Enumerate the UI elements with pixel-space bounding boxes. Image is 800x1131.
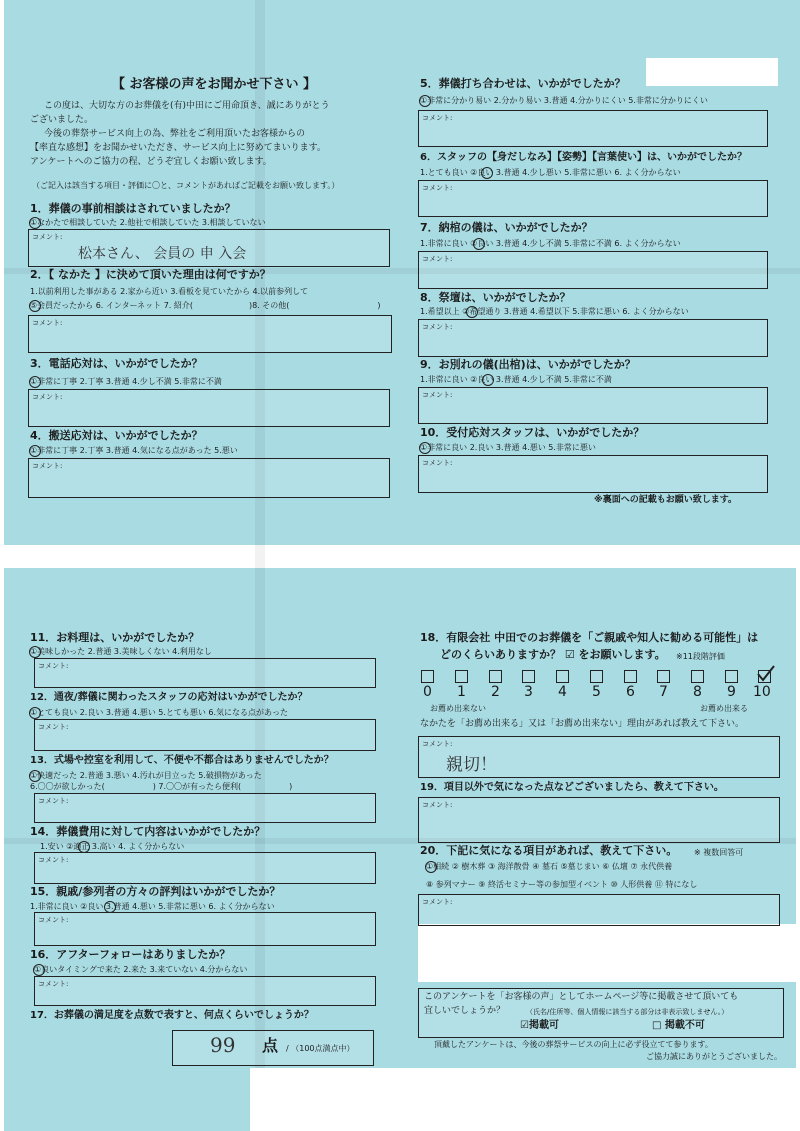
q9-title: 9．お別れの儀(出棺)は、いかがでしたか？ xyxy=(420,358,636,371)
q9-comment-box[interactable] xyxy=(418,387,768,424)
q2-options: ⑤会員だったから 6. インターネット 7. 紹介( )8. その他( ) xyxy=(30,301,381,310)
comment-label: コメント: xyxy=(422,255,453,263)
q4-comment-box[interactable] xyxy=(28,458,390,498)
answer-circle xyxy=(29,445,41,457)
scale-number: 10 xyxy=(753,684,771,700)
footer-text: ご協力誠にありがとうございました。 xyxy=(646,1052,782,1061)
q10-comment-box[interactable] xyxy=(418,455,768,493)
q6-options: 1.とても良い ②良い 3.普通 4.少し悪い 5.非常に悪い 6. よく分からない xyxy=(420,168,681,177)
q3-title: 3．電話応対は、いかがでしたか？ xyxy=(30,357,203,370)
q12-title: 12．通夜/葬儀に関わったスタッフの応対はいかがでしたか？ xyxy=(30,692,308,703)
q7-comment-box[interactable] xyxy=(418,251,768,289)
scale-low-label: お薦め出来ない xyxy=(430,704,486,713)
q19-title: 19．項目以外で気になった点などございましたら、教えて下さい。 xyxy=(420,782,724,793)
answer-circle xyxy=(29,217,41,229)
answer-circle xyxy=(78,841,90,853)
checkmark-icon xyxy=(755,664,777,684)
scale-checkbox-6[interactable] xyxy=(624,670,637,683)
comment-label: コメント: xyxy=(422,391,453,399)
comment-label: コメント: xyxy=(422,184,453,192)
q4-options: ①非常に丁寧 2.丁寧 3.普通 4.気になる点があった 5.悪い xyxy=(30,446,238,455)
q8-title: 8．祭壇は、いかがでしたか？ xyxy=(420,291,571,304)
scale-checkbox-3[interactable] xyxy=(522,670,535,683)
q6-title: 6．スタッフの【身だしなみ】【姿勢】【言葉使い】は、いかがでしたか？ xyxy=(420,152,747,163)
q16-title: 16．アフターフォローはありましたか？ xyxy=(30,948,231,961)
q18-title: 18．有限会社 中田でのお葬儀を「ご親戚や知人に勧める可能性」は xyxy=(420,631,759,644)
q17-unit: 点 xyxy=(262,1036,279,1055)
q5-options: ①非常に分かり易い 2.分かり易い 3.普通 4.分かりにくい 5.非常に分かりにくい xyxy=(420,96,708,105)
q14-title: 14．葬儀費用に対して内容はいかがでしたか？ xyxy=(30,825,266,838)
scale-high-label: お薦め出来る xyxy=(700,704,748,713)
scale-checkbox-5[interactable] xyxy=(590,670,603,683)
comment-label: コメント: xyxy=(422,898,453,906)
answer-circle xyxy=(29,646,41,658)
q11-title: 11．お料理は、いかがでしたか？ xyxy=(30,631,200,644)
q9-options: 1.非常に良い ②良い 3.普通 4.少し不満 5.非常に不満 xyxy=(420,375,612,384)
q5-title: 5．葬儀打ち合わせは、いかがでしたか？ xyxy=(420,77,626,90)
q14-options: 1.安い ②適正 3.高い 4. よく分からない xyxy=(40,842,185,851)
scale-number: 6 xyxy=(626,684,635,700)
answer-circle xyxy=(29,770,41,782)
survey-title: 【 お客様の声をお聞かせ下さい 】 xyxy=(112,77,317,92)
answer-circle xyxy=(33,964,45,976)
answer-circle xyxy=(29,707,41,719)
q20-comment-box[interactable] xyxy=(418,894,780,926)
q17-suffix: / （100点満点中） xyxy=(286,1044,355,1053)
answer-circle xyxy=(425,861,437,873)
scale-number: 0 xyxy=(423,684,432,700)
scale-number: 1 xyxy=(457,684,466,700)
redaction-box xyxy=(646,58,778,86)
q16-comment-box[interactable] xyxy=(34,976,376,1006)
q11-options: ①美味しかった 2.普通 3.美味しくない 4.利用なし xyxy=(30,647,212,656)
q20-options: ⑧ 参列マナー ⑨ 終活セミナー等の参加型イベント ⑩ 人形供養 ⑪ 特になし xyxy=(426,880,698,889)
q18-subtitle: どのくらいありますか？ ☑ をお願いします。 xyxy=(440,648,666,661)
redaction-box xyxy=(250,1068,800,1131)
q17-handwritten-score: 99 xyxy=(210,1033,236,1057)
comment-label: コメント: xyxy=(32,233,63,241)
consent-ok-option[interactable]: ☑掲載可 xyxy=(520,1020,559,1031)
comment-label: コメント: xyxy=(32,319,63,327)
q10-options: ①非常に良い 2.良い 3.普通 4.悪い 5.非常に悪い xyxy=(420,443,596,452)
q4-title: 4．搬送応対は、いかがでしたか？ xyxy=(30,429,203,442)
answer-circle xyxy=(104,901,116,913)
comment-label: コメント: xyxy=(38,797,69,805)
comment-label: コメント: xyxy=(32,393,63,401)
q16-options: ①良いタイミングで来た 2.来た 3.来ていない 4.分からない xyxy=(34,965,248,974)
comment-label: コメント: xyxy=(38,980,69,988)
scale-checkbox-2[interactable] xyxy=(489,670,502,683)
q17-title: 17．お葬儀の満足度を点数で表すと、何点くらいでしょうか？ xyxy=(30,1010,314,1021)
consent-ng-option[interactable]: □ 掲載不可 xyxy=(652,1020,705,1031)
q18-handwritten-comment: 親切！ xyxy=(446,755,497,775)
back-side-note: ※裏面への記載もお願い致します。 xyxy=(594,495,738,505)
scale-checkbox-0[interactable] xyxy=(421,670,434,683)
redaction-box xyxy=(418,924,800,982)
scale-number: 7 xyxy=(659,684,668,700)
q13-comment-box[interactable] xyxy=(34,793,376,823)
q12-comment-box[interactable] xyxy=(34,719,376,751)
q8-options: 1.希望以上 ②希望通り 3.普通 4.希望以下 5.非常に悪い 6. よく分からない xyxy=(420,307,689,316)
q1-title: 1．葬儀の事前相談はされていましたか？ xyxy=(30,202,236,215)
intro-line: アンケートへのご協力の程、どうぞ宜しくお願い致します。 xyxy=(30,157,272,167)
answer-circle xyxy=(29,300,41,312)
q14-comment-box[interactable] xyxy=(34,852,376,884)
comment-label: コメント: xyxy=(38,916,69,924)
q7-title: 7．納棺の儀は、いかがでしたか？ xyxy=(420,221,593,234)
comment-label: コメント: xyxy=(422,459,453,467)
q2-title: 2．【 なかた 】に決めて頂いた理由は何ですか？ xyxy=(30,268,271,281)
answer-circle xyxy=(419,95,431,107)
scale-checkbox-7[interactable] xyxy=(657,670,670,683)
comment-label: コメント: xyxy=(422,323,453,331)
scale-number: 5 xyxy=(592,684,601,700)
scale-checkbox-4[interactable] xyxy=(556,670,569,683)
answer-circle xyxy=(466,306,478,318)
q5-comment-box[interactable] xyxy=(418,110,768,147)
q19-comment-box[interactable] xyxy=(418,797,780,843)
scale-number: 3 xyxy=(524,684,533,700)
q3-options: ①非常に丁寧 2.丁寧 3.普通 4.少し不満 5.非常に不満 xyxy=(30,377,222,386)
consent-note: （氏名/住所等、個人情報に該当する部分は非表示致しません。） xyxy=(526,1008,729,1016)
q12-options: ①とても良い 2.良い 3.普通 4.悪い 5.とても悪い 6.気になる点があった xyxy=(30,708,288,717)
comment-label: コメント: xyxy=(422,114,453,122)
answer-circle xyxy=(482,374,494,386)
scale-number: 9 xyxy=(727,684,736,700)
comment-label: コメント: xyxy=(32,462,63,470)
intro-line: 今後の葬祭サービス向上の為、弊社をご利用頂いたお客様からの xyxy=(44,129,306,139)
comment-label: コメント: xyxy=(38,723,69,731)
q8-comment-box[interactable] xyxy=(418,319,768,357)
comment-label: コメント: xyxy=(422,801,453,809)
footer-text: 頂戴したアンケートは、今後の葬祭サービスの向上に必ず役立てて参ります。 xyxy=(434,1040,713,1049)
answer-circle xyxy=(419,442,431,454)
comment-label: コメント: xyxy=(422,740,453,748)
intro-line: ございました。 xyxy=(30,115,94,125)
q1-options: ①なかたで相談していた 2.他社で相談していた 3.相談していない xyxy=(30,218,266,227)
q15-title: 15．親戚/参列者の方々の評判はいかがでしたか？ xyxy=(30,885,281,898)
answer-circle xyxy=(473,238,485,250)
q20-title: 20．下記に気になる項目があれば、教えて下さい。 xyxy=(420,844,678,857)
scale-checkbox-1[interactable] xyxy=(455,670,468,683)
q15-comment-box[interactable] xyxy=(34,912,376,946)
q3-comment-box[interactable] xyxy=(28,389,390,427)
q18-reason-prompt: なかたを「お薦め出来る」又は「お薦め出来ない」理由があれば教えて下さい。 xyxy=(420,719,745,729)
q13-options: ①快適だった 2.普通 3.悪い 4.汚れが目立った 5.破損物があった xyxy=(30,771,262,780)
paper-fold xyxy=(255,0,265,1131)
scale-number: 8 xyxy=(693,684,702,700)
scale-checkbox-8[interactable] xyxy=(691,670,704,683)
consent-text: 宜しいでしょうか？ xyxy=(424,1006,506,1016)
q6-comment-box[interactable] xyxy=(418,180,768,217)
q10-title: 10．受付応対スタッフは、いかがでしたか？ xyxy=(420,426,645,439)
q13-options: 6.〇〇が欲しかった( ) 7.〇〇が有ったら便利( ) xyxy=(30,782,293,791)
q1-handwritten-comment: 松本さん、 会員の 申 入会 xyxy=(78,246,247,262)
scale-checkbox-9[interactable] xyxy=(725,670,738,683)
q11-comment-box[interactable] xyxy=(34,658,376,688)
answer-circle xyxy=(29,376,41,388)
comment-label: コメント: xyxy=(38,662,69,670)
intro-line: 【率直な感想】をお聞かせいただき、サービス向上に努めてまいります。 xyxy=(30,143,326,153)
q18-note: ※11段階評価 xyxy=(676,652,725,661)
intro-line: この度は、大切な方のお葬儀を(有)中田にご用命頂き、誠にありがとう xyxy=(44,101,330,111)
comment-label: コメント: xyxy=(38,856,69,864)
consent-text: このアンケートを「お客様の声」としてホームページ等に掲載させて頂いても xyxy=(424,992,739,1002)
scale-number: 2 xyxy=(491,684,500,700)
instruction-text: （ご記入は該当する項目・評価に〇と、コメントがあればご記載をお願い致します。） xyxy=(32,181,340,190)
q20-note: ※ 複数回答可 xyxy=(694,848,744,857)
q7-options: 1.非常に良い ②良い 3.普通 4.少し不満 5.非常に不満 6. よく分からない xyxy=(420,239,681,248)
q2-options: 1.以前利用した事がある 2.家から近い 3.看板を見ていたから 4.以前参列して xyxy=(30,287,309,296)
q15-options: 1.非常に良い ②良い 3.普通 4.悪い 5.非常に悪い 6. よく分からない xyxy=(30,902,275,911)
q2-comment-box[interactable] xyxy=(28,315,392,353)
q20-options: ①相続 ② 樹木葬 ③ 海洋散骨 ④ 墓石 ⑤墓じまい ⑥ 仏壇 ⑦ 永代供養 xyxy=(426,862,673,871)
q13-title: 13．式場や控室を利用して、不便や不都合はありませんでしたか？ xyxy=(30,755,334,766)
answer-circle xyxy=(481,167,493,179)
scale-number: 4 xyxy=(558,684,567,700)
